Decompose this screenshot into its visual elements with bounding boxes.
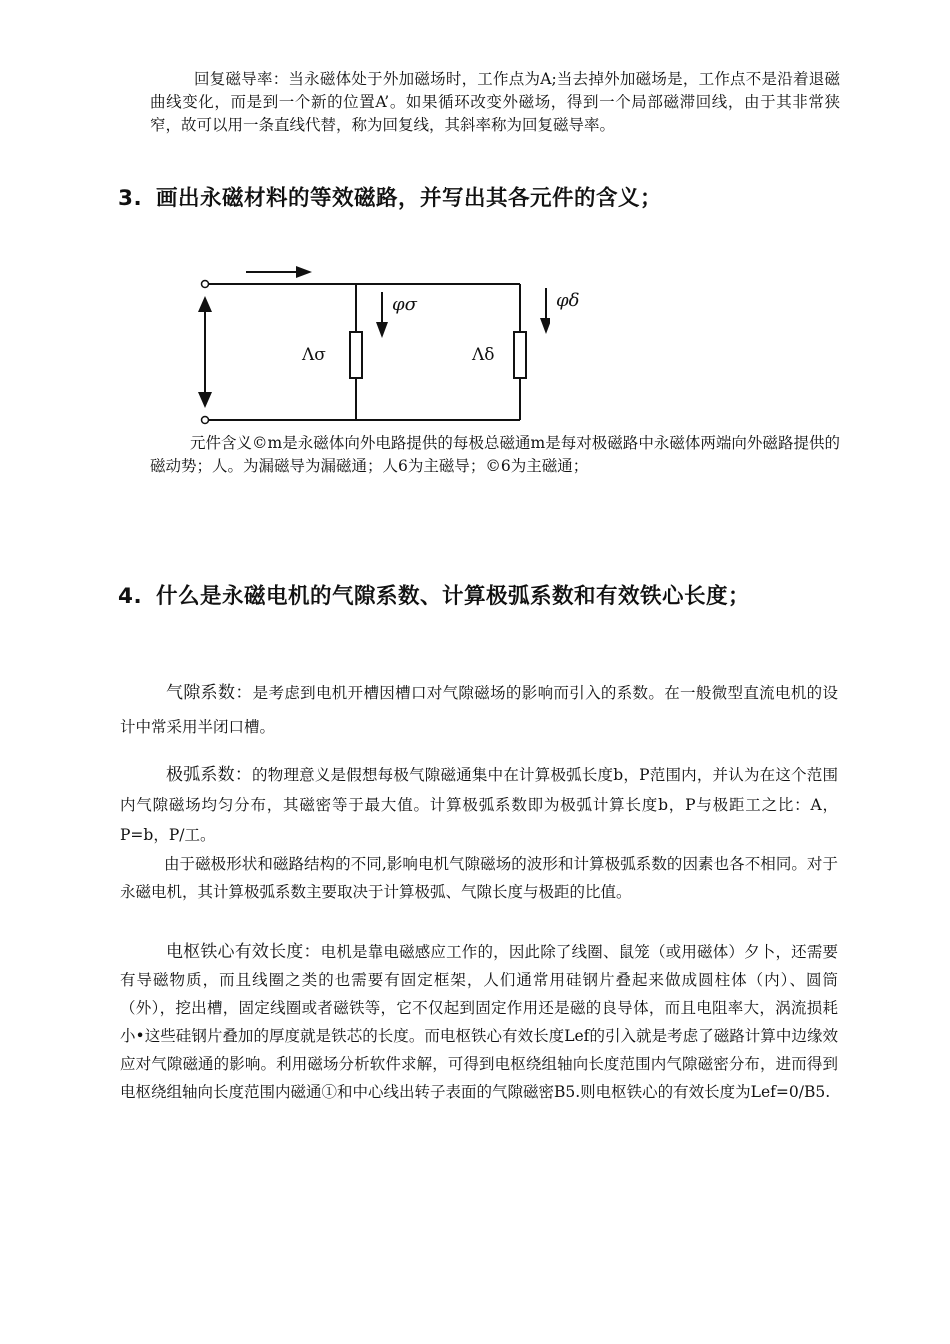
- airgap-coefficient-term: 气隙系数：: [166, 683, 253, 703]
- armature-core-length-text: 电机是靠电磁感应工作的，因此除了线圈、鼠笼（或用磁体）夕卜，还需要有导磁物质，而且线圈之类的也需要有固定框架，人们通常用硅钢片叠起来做成圆柱体（内）、圆筒（外），挖出槽，固定线圈或者磁铁等，它不仅起到固定作用还是磁的良导体，而且电阻率大，涡流损耗小•这些硅钢片叠加的厚度就是铁芯的长度。而电枢铁心有效长度Lef的引入就是考虑了磁路计算中边缘效应对气隙磁通的影响。利用磁场分析软件求解，可得到电枢绕组轴向长度范围内气隙磁密分布，进而得到电枢绕组轴向长度范围内磁通①和中心线出转子表面的气隙磁密B5.则电枢铁心的有效长度为Lef=0/B5.: [120, 943, 839, 1101]
- question-3-number: 3.: [118, 186, 143, 211]
- airgap-coefficient-paragraph: [120, 676, 838, 744]
- mmf-arrow-up-head: [198, 296, 212, 312]
- figure-caption: 元件含义©m是永磁体向外电路提供的每极总磁通m是每对极磁路中永磁体两端向外磁路提供的磁动势；人。为漏磁导为漏磁通；人6为主磁导；©6为主磁通；: [150, 434, 840, 475]
- pole-arc-coefficient-paragraph: [120, 760, 838, 850]
- terminal-bottom: [202, 417, 209, 424]
- armature-core-length-paragraph: [120, 938, 838, 1106]
- pole-arc-coefficient-term: 极弧系数：: [166, 765, 253, 785]
- question-4-number: 4.: [118, 584, 143, 609]
- phi-sigma-arrow-head: [376, 322, 388, 338]
- airgap-coefficient-text: 是考虑到电机开槽因槽口对气隙磁场的影响而引入的系数。在一般微型直流电机的设计中常采用半闭口槽。: [120, 684, 838, 736]
- question-4-heading: [118, 570, 848, 624]
- equivalent-magnetic-circuit-diagram: [190, 262, 550, 432]
- armature-core-length-term: 电枢铁心有效长度：: [166, 942, 321, 962]
- mmf-arrow-down-head: [198, 392, 212, 408]
- lambda-sigma-label: Λσ: [302, 345, 326, 365]
- terminal-top: [202, 281, 209, 288]
- lambda-sigma-resistor: [350, 332, 362, 378]
- question-3-heading: [118, 184, 848, 214]
- lambda-delta-label: Λδ: [472, 345, 495, 365]
- phi-delta-arrow-head: [540, 318, 550, 334]
- question-4-title: 什么是永磁电机的气隙系数、计算极弧系数和有效铁心长度；: [156, 584, 751, 609]
- lambda-delta-resistor: [514, 332, 526, 378]
- pole-arc-note-paragraph: 由于磁极形状和磁路结构的不同,影响电机气隙磁场的波形和计算极弧系数的因素也各不相同。对于永磁电机，其计算极弧系数主要取决于计算极弧、气隙长度与极距的比值。: [120, 855, 838, 901]
- phi-sigma-label: φσ: [392, 294, 417, 315]
- question-3-title: 画出永磁材料的等效磁路，并写出其各元件的含义；: [156, 186, 663, 211]
- pole-arc-coefficient-text: 的物理意义是假想每极气隙磁通集中在计算极弧长度b，P范围内，并认为在这个范围内气隙磁场均匀分布，其磁密等于最大值。计算极弧系数即为极弧计算长度b，P与极距工之比：A，P=b，P/工。: [120, 766, 838, 844]
- intro-paragraph: 回复磁导率：当永磁体处于外加磁场时，工作点为A;当去掉外加磁场是，工作点不是沿着退磁曲线变化，而是到一个新的位置A’。如果循环改变外磁场，得到一个局部磁滞回线，由于其非常狭窄，故可以用一条直线代替，称为回复线，其斜率称为回复磁导率。: [150, 70, 840, 134]
- phi-delta-label: φδ: [556, 290, 580, 311]
- flux-direction-arrow-head: [296, 266, 312, 278]
